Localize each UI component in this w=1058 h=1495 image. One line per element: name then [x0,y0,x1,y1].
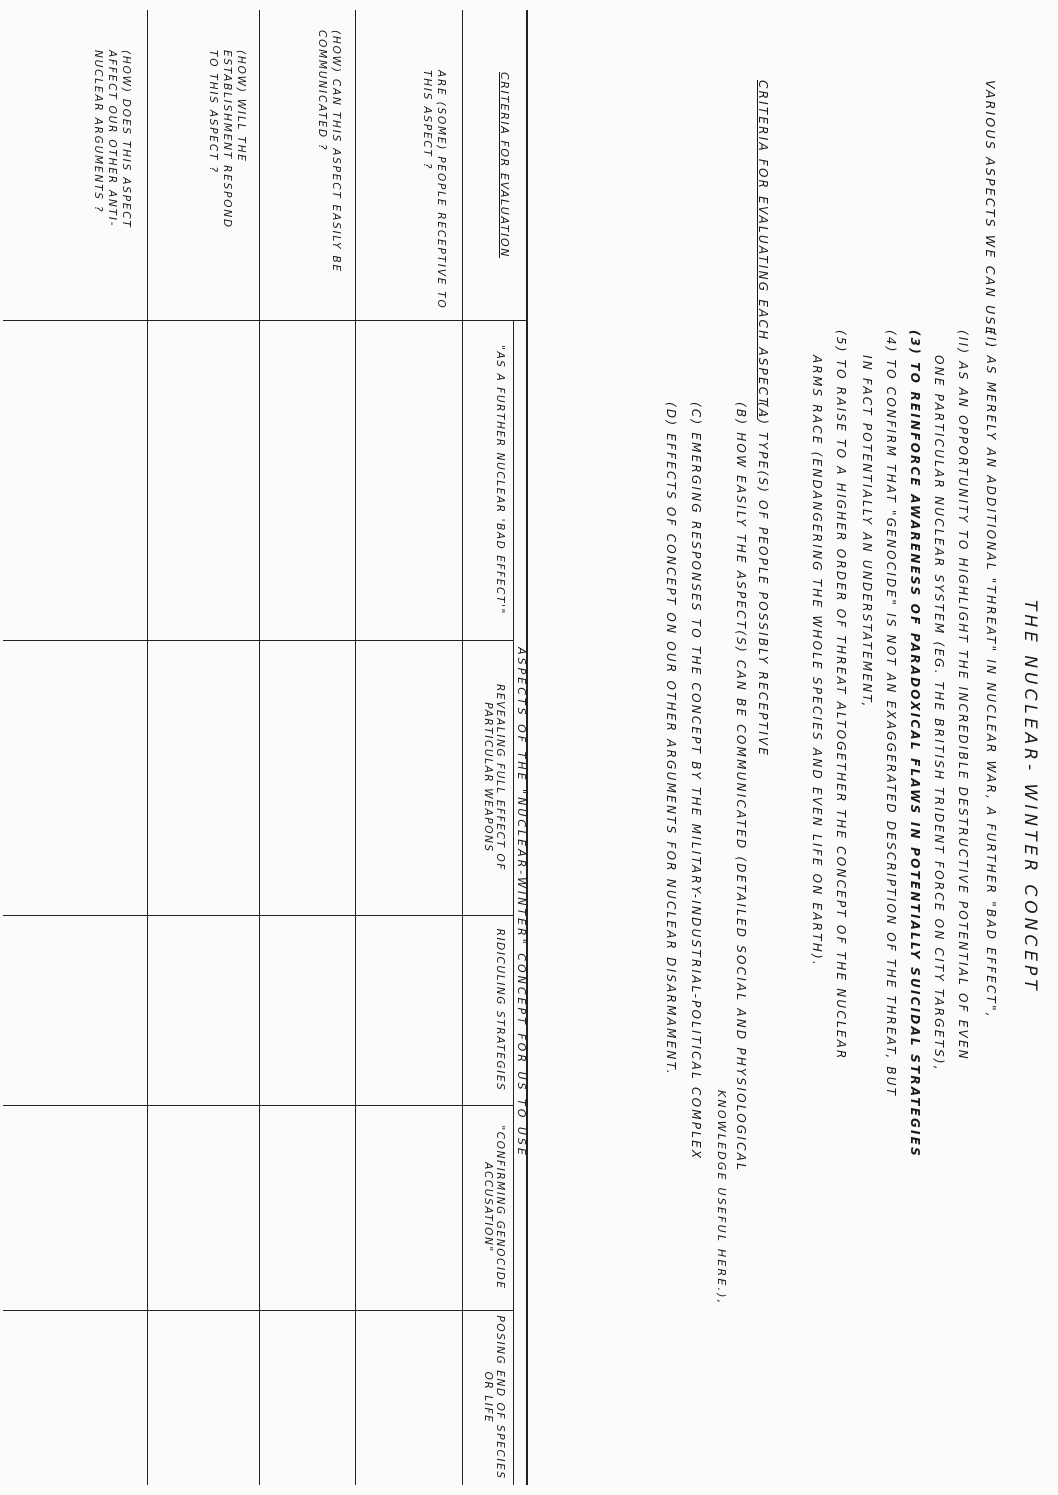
column-header: POSING END OF SPECIES OR LIFE [482,1315,506,1480]
row-header: (HOW) DOES THIS ASPECT AFFECT OUR OTHER ANTI-NUCLEAR ARGUMENTS ? [92,50,132,229]
table-col-line [3,640,514,641]
table-row-line [355,10,356,1485]
intro-item: (II) AS AN OPPORTUNITY TO HIGHLIGHT THE INCREDIBLE DESTRUCTIVE POTENTIAL OF EVEN [956,330,970,1061]
table-row-line [462,10,463,1485]
table-col-line [3,1310,514,1311]
row-header: (HOW) WILL THE ESTABLISHMENT RESPOND TO THIS ASPECT ? [207,50,247,229]
row-header: ARE (SOME) PEOPLE RECEPTIVE TO THIS ASPECT ? [421,70,447,310]
intro-item: (4) TO CONFIRM THAT "GENOCIDE" IS NOT AN EXAGGERATED DESCRIPTION OF THE THREAT, BUT [884,330,898,1098]
column-header: RIDICULING STRATEGIES [494,928,506,1092]
intro-label: VARIOUS ASPECTS WE CAN USE : [983,80,998,350]
table-row-line [147,10,148,1485]
page-title: THE NUCLEAR- WINTER CONCEPT [1020,600,1040,994]
intro-item: (I) AS MERELY AN ADDITIONAL "THREAT" IN NUCLEAR WAR, A FURTHER "BAD EFFECT", [984,330,998,1019]
criteria-item: (A) TYPE(S) OF PEOPLE POSSIBLY RECEPTIVE [756,402,770,758]
intro-item: (5) TO RAISE TO A HIGHER ORDER OF THREAT ALTOGETHER THE CONCEPT OF THE NUCLEAR [834,330,848,1061]
criteria-item: (C) EMERGING RESPONSES TO THE CONCEPT BY THE MILITARY-INDUSTRIAL-POLITICAL COMPLEX [689,402,703,1161]
table-col-line [3,320,528,321]
intro-item: (3) TO REINFORCE AWARENESS OF PARADOXICAL FLAWS IN POTENTIALLY SUICIDAL STRATEGIES [908,330,922,1158]
criteria-item: (B) HOW EASILY THE ASPECT(S) CAN BE COMMUNICATED (DETAILED SOCIAL AND PHYSIOLOGICAL [734,402,748,1173]
criteria-item: KNOWLEDGE USEFUL HERE.), [715,1090,728,1306]
intro-item: ARMS RACE (ENDANGERING THE WHOLE SPECIES AND EVEN LIFE ON EARTH). [810,355,824,967]
row-header: (HOW) CAN THIS ASPECT EASILY BE COMMUNICATED ? [316,30,342,273]
table-col-line [3,915,514,916]
column-header: "CONFIRMING GENOCIDE ACCUSATION" [482,1125,506,1290]
table-corner-label: CRITERIA FOR EVALUATION [498,71,511,259]
column-header: REVEALING FULL EFFECT OF PARTICULAR WEAPONS [482,683,506,872]
criteria-label: CRITERIA FOR EVALUATING EACH ASPECT : [756,80,770,420]
table-row-line [259,10,260,1485]
intro-item: ONE PARTICULAR NUCLEAR SYSTEM (EG. THE BRITISH TRIDENT FORCE ON CITY TARGETS), [932,355,946,1072]
column-header: "AS A FURTHER NUCLEAR 'BAD EFFECT'" [494,345,506,615]
intro-item: IN FACT POTENTIALLY AN UNDERSTATEMENT, [860,355,874,709]
table-col-line [3,1105,514,1106]
aspects-header: ASPECTS OF THE "NUCLEAR-WINTER" CONCEPT FOR US TO USE [515,647,528,1158]
criteria-item: (D) EFFECTS OF CONCEPT ON OUR OTHER ARGUMENTS FOR NUCLEAR DISARMAMENT. [664,402,678,1076]
